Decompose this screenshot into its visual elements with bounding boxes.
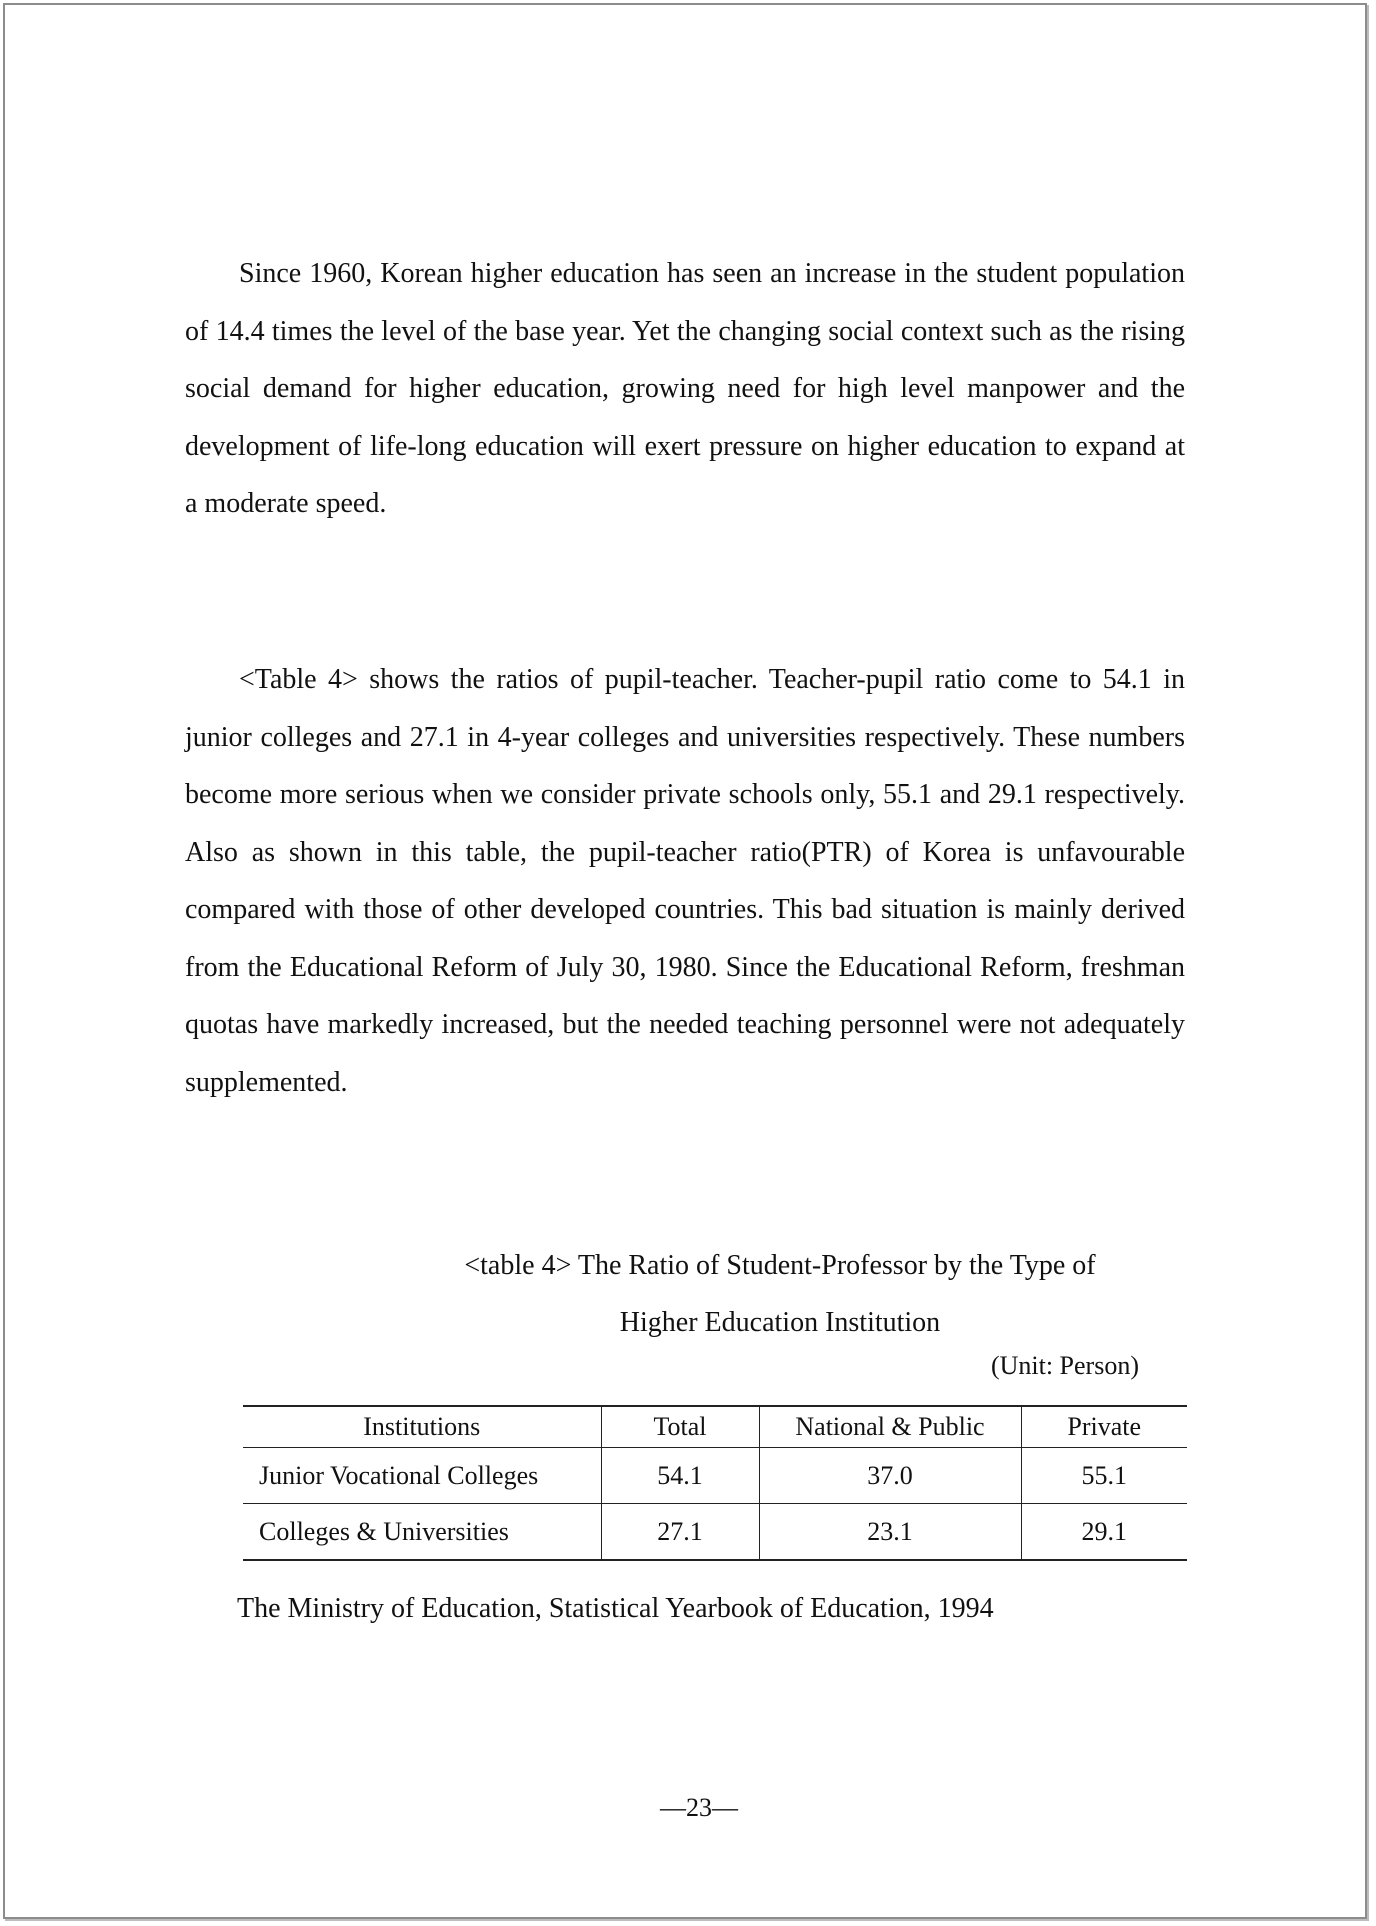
ratio-table [243,1405,1187,1561]
table-caption [375,1237,1185,1351]
cell-national-public: 23.1 [759,1504,1021,1561]
cell-private: 29.1 [1021,1504,1187,1561]
cell-private: 55.1 [1021,1448,1187,1504]
table-row [243,1448,1187,1504]
table-caption-line-1: <table 4> The Ratio of Student-Professor by the Type of [464,1250,1096,1281]
table-row [243,1504,1187,1561]
row-label: Colleges & Universities [259,1516,509,1546]
cell-total: 27.1 [601,1504,759,1561]
header-total: Total [601,1406,759,1448]
paragraph-1: Since 1960, Korean higher education has seen an increase in the student population of 14.4 times the level of the base year. Yet the changing social context such as the rising social demand for higher education, growing need for high level manpower and the development of life-long education will exert pressure on higher education to expand at a moderate speed. [185,258,1185,519]
cell-national-public: 37.0 [759,1448,1021,1504]
page-number: —23— [660,1793,738,1822]
header-national-public: National & Public [759,1406,1021,1448]
header-institutions: Institutions [363,1412,481,1441]
source-note: The Ministry of Education, Statistical Yearbook of Education, 1994 [237,1593,994,1624]
document-page [3,3,1367,1919]
cell-total: 54.1 [601,1448,759,1504]
table-caption-line-2: Higher Education Institution [619,1307,941,1338]
header-private: Private [1021,1406,1187,1448]
row-label: Junior Vocational Colleges [259,1460,539,1490]
table-header-row [243,1406,1187,1448]
unit-label: (Unit: Person) [990,1351,1139,1380]
paragraph-2: <Table 4> shows the ratios of pupil-teacher. Teacher-pupil ratio come to 54.1 in junior colleges and 27.1 in 4-year colleges and universities respectively. These numbers become more serious when we consider private schools only, 55.1 and 29.1 respectively. Also as shown in this table, the pupil-teacher ratio(PTR) of Korea is unfavourable compared with those of other developed countries. This bad situation is mainly derived from the Educational Reform of July 30, 1980. Since the Educational Reform, freshman quotas have markedly increased, but the needed teaching personnel were not adequately supplemented. [185,664,1185,1098]
